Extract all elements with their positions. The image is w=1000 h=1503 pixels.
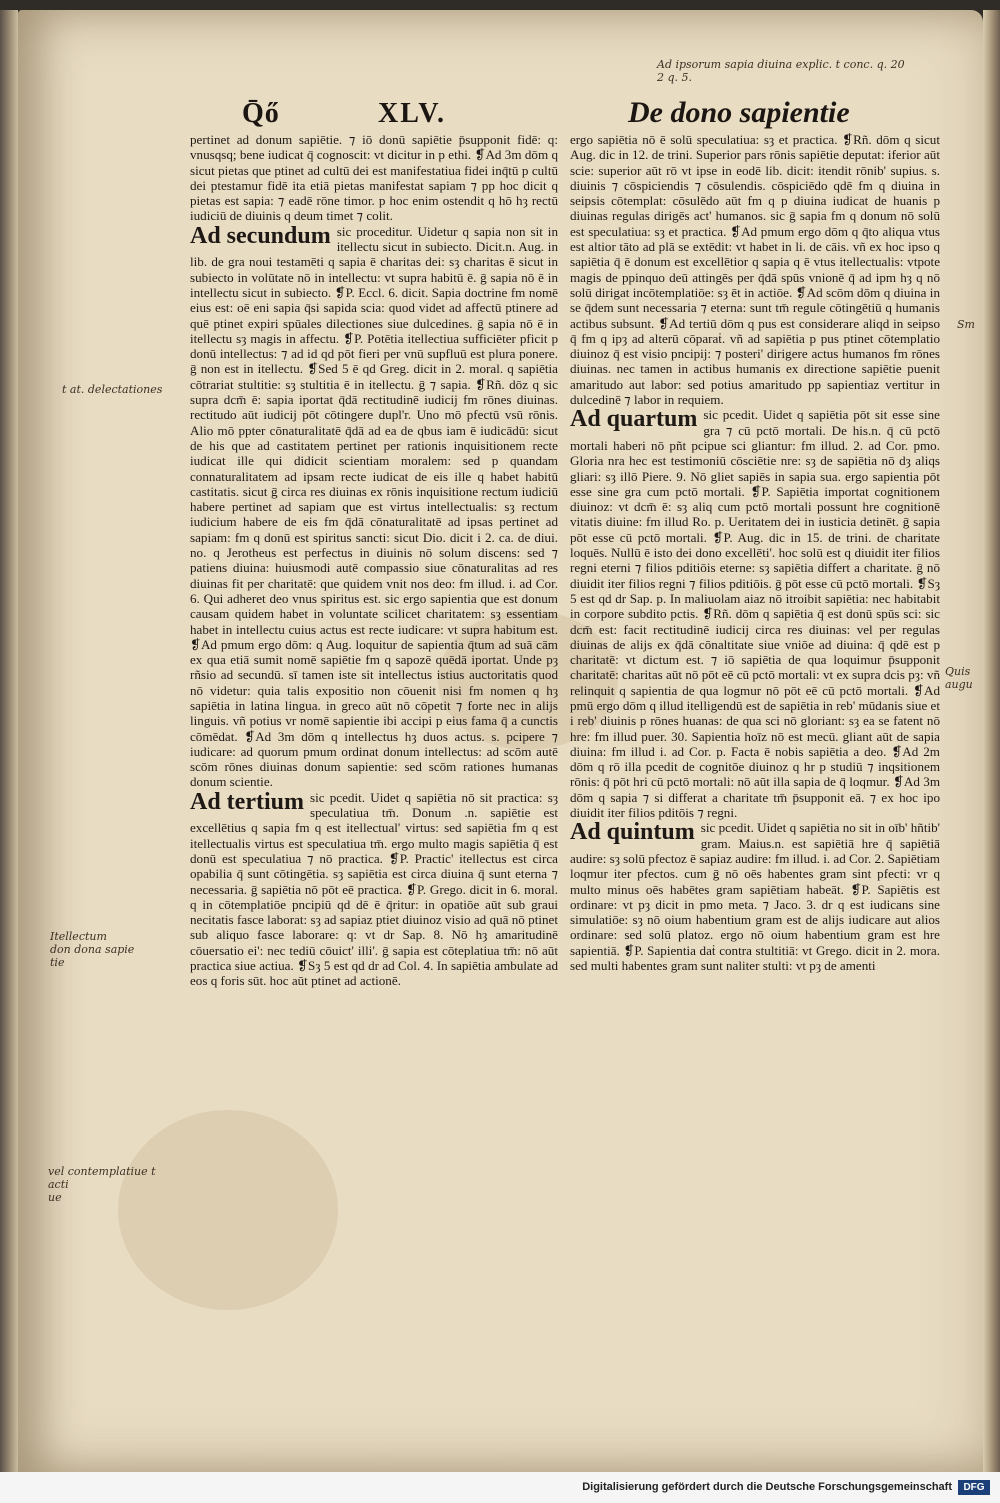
marginal-note-top: Ad ipsorum sapia diuina explic. t conc. q. 20 2 q. 5. xyxy=(657,58,905,84)
dfg-logo: DFG xyxy=(958,1480,990,1495)
marginal-note-left-1: t at. delectationes xyxy=(62,383,163,396)
article-heading: Ad quintum xyxy=(570,819,695,846)
text-column-left xyxy=(190,132,558,1362)
marginal-note-left-2: Itellectum don dona sapie tie xyxy=(50,930,135,969)
text-column-right xyxy=(570,132,940,1362)
paragraph: sic proceditur. Uidetur q sapia non sit in itellectu sicut in subiecto. Dicit.n. Aug. in lib. de gra noui testamēti q sapia ē charitas dei: sȝ charitas ē sicut in subiecto in volūtate nō in intellectu: vt supra habitū ē. ḡ sapia nō ē in intellectu sicut in subiecto. ❡P. Eccl. 6. dicit. Sapia doctrine fm nomē eius est: oē eni sapia q̄si sapida scia: quod videt ad affectū ptinere ad quē ptinet expiri spūales dilectiones siue dulcedines. ḡ sapia nō ē in itellectu sȝ magis in affectu. ❡P. Potētia itellectiua sufficiēter pficit p donū intellectus: ⁊ ad id qd pōt fieri per vnū supfluū est plura ponere. ḡ non est in itellectu. ❡Sed 5 ē qd Greg. dicit in 2. moral. q sapiētia cōtrariat stultitie: sȝ stultitia ē in itellectu. ḡ ⁊ sapia. ❡Rñ. dōz q sic supra dcm̄ ē: sapia iportat q̄dā rectitudinē iudicij fm rōnes diuinas. rectitudo aūt iudicij pōt cōtingere dupl'r. Uno mō pfectū vsū rōnis. Alio mō ppter cōnaturalitatē q̄dā ad ea de qbus iam ē iudicādū: sicut de his que ad castitatem pertinet per rationis inquisitionem recte iudicat ille qui didicit scientiam moralem: sed p quandam connaturalitatem ad ipsam recte iudicat de eis ille q habet habitū castitatis. sicut ḡ circa res diuinas ex rōnis inquisitione rectum iudiciū habere pertinet ad sapiam que est virtus intellectualis: sȝ rectum iudicium habere de eis fm q̄dā cōnaturalitatē ad ipsas pertinet ad sapiam: fm q donū est spiritus sancti: sicut Dio. dicit i 2. ca. de diui. no. q Jerotheus est perfectus in diuinis nō solum discens: sed ⁊ patiens diuina: huiusmodi autē compassio siue cōnaturalitas ad res diuinas fit per charitatē: que quidem vnit nos deo: fm illud. i. ad Cor. 6. Qui adheret deo vnus spiritus est. sic ergo sapientia que est donum causam quidem habet in voluntate scilicet charitatem: sȝ essentiam habet in intellectu cuius actus est recte iudicare: vt supra habitum est. ❡Ad pmum ergo dōm: q Aug. loquitur de sapientia q̄tum ad suā cām ex qua etiā sumit nomē sapiētie fm q sapozē quēdā iportat. Unde pȝ rñsio ad secundū. sī tamen iste sit intellectus istius auctoritatis quod nō videtur: quia talis expositio non cōuenit nisi fm nomen q hȝ sapiētia in latina lingua. in greco aūt nō cōpetit ⁊ forte nec in alijs linguis. vñ potius vr nomē sapientie ibi accipi p eius fama q̄ a cunctis cōmēdat. ❡Ad 3m dōm q intellectus hȝ duos actus. s. pcipere ⁊ iudicare: ad quorum pmum ordinat donum intellectus: ad scōm autē scōm rōnes diuinas donum sapientie: sed scōm rationes humanas donum scientie. xyxy=(190,223,558,790)
funding-credit: Digitalisierung gefördert durch die Deutsche Forschungsgemeinschaft xyxy=(582,1481,952,1493)
article-heading: Ad tertium xyxy=(190,788,304,815)
article-heading: Ad secundum xyxy=(190,222,331,249)
paragraph: ergo sapiētia nō ē solū speculatiua: sȝ et practica. ❡Rñ. dōm q sicut Aug. dic in 12. de trini. Superior pars rōnis sapiētie deputat: iferior aūt scie: superior aūt rō vt ipse in eodē lib. dicit: itendit rōnib' supius. s. diuinis ⁊ cōspiciendis ⁊ cōsulendis. cōspiciēdo qdē fm q diuina in seipsis cōtemplat: cōsulēdo aūt fm q p diuina iudicat de huanis p diuinas regulas dirigēs act' humanos. sic ḡ sapia fm q donum nō solū est speculatiua: sȝ et practica. ❡Ad pmum ergo dōm q q̄to aliqua vtus est altior tāto ad plā se extēdit: vt habet in li. de cāis. vñ ex hoc ipso q sapiētia q̄ ē donum est excellētior q sapia q ē vtus itellectualis: vtpote magis de ppinquo deū attingēs per q̄dā spūs vnionē q̄ ad ipm hȝ q nō solū dirigat incōtemplatiōe: sȝ ēt in actiōe. ❡Ad scōm dōm q diuina in se q̄dem sunt necessaria ⁊ eterna: sunt tm̄ regule cōtingētiū q humanis actibus subsunt. ❡Ad tertiū dōm q pus est considerare aliqd in seipso q̄ fm q ipȝ ad alterū cōparaṫ. vñ ad sapiētia p pus ptinet cōtemplatio diuinoz q̄ est visio pncipij: ⁊ posteri' dirigere actus humanos fm rōnes diuinas. nec tamen in actibus humanis ex directione sapiētie puenit amaritudo aut labor: sed potius amaritudo pp sapientiaz vertitur in dulcedinē ⁊ labor in requiem. xyxy=(570,132,940,408)
running-head-left: Q̄ő xyxy=(242,98,280,129)
paragraph: sic pcedit. Uidet q sapiētia nō sit practica: sȝ speculatiua tm̄. Donum .n. sapiētie est excellētius q sapia fm q est itellectual' virtus: sed sapiētia fm q est itellectualis virtus est speculatiua tm̄. ergo multo magis sapiētia q̄ est donū est speculatiua ⁊ nō practica. ❡P. Practic' itellectus est circa opabilia q̄ sunt cōtingētia. sȝ sapiētia est circa diuina q̄ sunt eterna ⁊ necessaria. ḡ sapiētia nō pōt eē practica. ❡P. Grego. dicit in 6. moral. q in cōtemplatiōe pncipiū qd dē ē q̄ritur: in opatiōe aūt sub graui necitatis fasce laborat: sȝ ad sapiaz ptiet diuinoz visio ad quā nō ptinet sub aliquo fasce laborare: q: vt dr Sap. 8. Nō hȝ amaritudinē cōuersatio ei': nec tediū cōuict' illi'. ḡ sapia est cōteplatiua tm̄: nō aūt practica siue actiua. ❡Sȝ 5 est qd dr ad Col. 4. In sapiētia ambulate ad eos q foris sūt. hoc aūt ptinet ad actionē. xyxy=(190,789,558,989)
paragraph: pertinet ad donum sapiētie. ⁊ iō donū sapiētie p̄supponit fidē: q: vnusqsq; bene iudicat q̄ cognoscit: vt dicitur in p ethi. ❡Ad 3m dōm q sicut pietas que ptinet ad cultū dei est manifestatiua fidei inq̄tū p cultū dei ptestamur fidē ita etiā pietas manifestat sapiam ⁊ pp hoc dicit q pietas est sapia: ⁊ eadē rōne timor. p hoc enim ostendit q hō hȝ rectū iudiciū de diuinis q deum timet ⁊ colit. xyxy=(190,132,558,224)
marginal-note-left-3: vel contemplatiue t acti ue xyxy=(48,1165,156,1204)
marginal-note-right-2: Quis augu xyxy=(945,665,973,691)
running-head-right: De dono sapientie xyxy=(628,96,850,129)
article-heading: Ad quartum xyxy=(570,406,698,433)
marginal-note-right-1: Sm xyxy=(957,318,975,331)
paragraph: sic pcedit. Uidet q sapiētia pōt sit esse sine gra ⁊ cū pctō mortali. De his.n. q̄ cū pctō mortali haberi nō pñt pcipue sci gliantur: fm illud. 2. ad Cor. pmo. Gloria nra hec est testimoniū cōsciētie nre: sȝ de sapiētia nō dȝ aliqs gliari: sȝ illō Piere. 9. Nō gliet sapiēs in sapia sua. ergo sapientia pōt esse sine gra cum pctō mortali. ❡P. Sapiētia importat cognitionem diuinoz: vt dcm̄ ē: sȝ aliq cum pctō mortali possunt hre cognitionē vitatis diuine: fm illud Ro. p. Ueritatem dei in iusticia detinēt. ḡ sapia pōt esse cū pctō mortali. ❡P. Aug. dic in 15. de trini. de charitate loquēs. Nullū ē isto dei dono excellēti'. hoc solū est q diuidit iter filios regni eterni ⁊ filios pditiōis eterne: sȝ sapiētia differt a charitate. ḡ nō diuidit iter filios regni ⁊ filios pditiōis. ḡ pōt esse cū pctō mortali. ❡Sȝ 5 est qd dr Sap. p. In maliuolam aiaz nō itroibit sapiētia: nec habitabit in corpore subdito pctis. ❡Rñ. dōm q sapiētia q̄ est donū spūs sci: sic dcm̄ est: facit rectitudinē iudicij circa res diuinas: vel per regulas diuinas de alijs ex q̄dā cōnaltitate siue vniōe ad diuina: q̄ qdē est p charitatē: vt dictum est. ⁊ iō sapiētia de qua loquimur p̄supponit charitatē: charitas aūt nō pōt eē cū pctō mortali: vt ex supra dcis pȝ: vñ relinquit q sapientia de qua logmur nō pōt eē cū pctō mortali. ❡Ad pmū ergo dōm q illud itelligendū est de sapiētia in reb' mūdanis siue et i reb' diuinis p rōnes huanas: de qua sci nō gloriant: sȝ ea se fatent nō hre: fm illud puer. 30. Sapientia hoīz nō est mecū. gliant aūt de sapia diuina: fm illud i. ad Cor. p. Facta ē nobis sapiētia a deo. ❡Ad 2m dōm q rō illa pcedit de cognitōe diuinoz q hr p studiū ⁊ inqsitionem rōnis: q̄ pōt hri cū pctō mortali: nō aūt illa sapia de q̄ loqmur. ❡Ad 3m dōm q sapia ⁊ si differat a charitate tm̄ p̄supponit eā. ⁊ ex hoc ipo diuidit iter filios pditōis ⁊ regni. xyxy=(570,407,940,821)
page-edge xyxy=(983,10,1000,1472)
paragraph: sic pcedit. Uidet q sapiētia no sit in oīb' hñtib' gram. Maius.n. est sapiētiā hre q̄ sapiētiā audire: sȝ solū pfectoz ē sapiaz audire: fm illud. i. ad Cor. 2. Sapiētiam loqmur iter pfectos. cum ḡ nō oēs habentes gram sint pfecti: vr q multo minus oēs habētes gram sapiētiam habeāt. ❡P. Sapiētis est ordinare: vt pȝ dicit in pmo meta. ⁊ Jaco. 3. dr q est iudicans sine simulatiōe: sȝ nō oium habentium gram est de alijs iudicare aut alios ordinare: sed solū platoz. ergo nō oium habentium gram est hre sapientiā. ❡P. Sapientia daṫ contra stultitiā: vt Grego. dicit in 2. mora. sed multi habentes gram sunt naliter stulti: vt pȝ de amenti xyxy=(570,820,940,974)
binding-shadow xyxy=(0,10,18,1472)
folio-number: XLV. xyxy=(378,98,446,129)
footer-bar xyxy=(0,1472,1000,1503)
